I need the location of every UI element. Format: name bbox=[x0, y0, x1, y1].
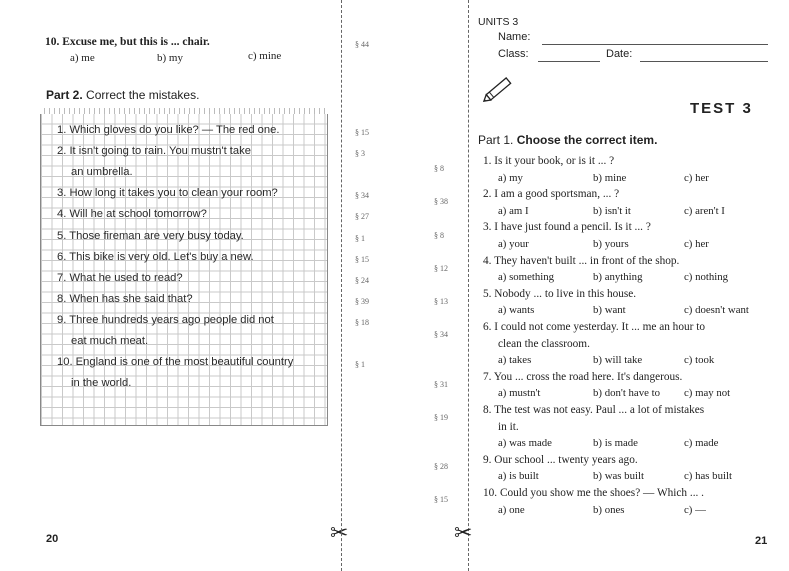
name-label: Name: bbox=[498, 31, 531, 43]
mistake-ref: § 39 bbox=[355, 296, 369, 306]
question-ref: § 8 bbox=[434, 164, 444, 173]
mistake-line: 10. England is one of the most beautiful country bbox=[57, 356, 294, 369]
scissors-icon-right: ✂ bbox=[454, 520, 473, 545]
q10-text: 10. Excuse me, but this is ... chair. bbox=[45, 36, 210, 48]
question-option: b) ones bbox=[593, 503, 625, 516]
part2-title-bold: Part 2. bbox=[46, 88, 83, 102]
question-option: c) — bbox=[684, 503, 706, 516]
pencil-icon bbox=[480, 70, 516, 110]
question-line: 4. They haven't built ... in front of the shop. bbox=[483, 254, 680, 267]
question-ref: § 8 bbox=[434, 231, 444, 240]
question-line: 7. You ... cross the road here. It's dangerous. bbox=[483, 370, 683, 383]
mistake-line: 5. Those fireman are very busy today. bbox=[57, 229, 244, 242]
question-option: a) is built bbox=[498, 470, 539, 483]
question-option: b) mine bbox=[593, 171, 627, 184]
mistake-line: an umbrella. bbox=[71, 166, 133, 179]
question-line: 2. I am a good sportsman, ... ? bbox=[483, 188, 620, 201]
q10-option-b: b) my bbox=[157, 52, 183, 64]
question-ref: § 19 bbox=[434, 413, 448, 422]
question-option: a) mustn't bbox=[498, 387, 541, 400]
question-line: 8. The test was not easy. Paul ... a lot of mistakes bbox=[483, 404, 705, 416]
question-ref: § 31 bbox=[434, 380, 448, 389]
mistake-line: eat much meat. bbox=[71, 335, 149, 347]
question-option: c) her bbox=[684, 238, 709, 250]
question-option: a) one bbox=[498, 503, 525, 516]
question-option: c) nothing bbox=[684, 271, 729, 284]
part2-title-rest: Correct the mistakes. bbox=[86, 88, 200, 102]
question-option: c) her bbox=[684, 171, 709, 184]
mistake-ref: § 1 bbox=[355, 360, 365, 370]
part1-heading bbox=[478, 133, 657, 147]
mistake-line: 7. What he used to read? bbox=[57, 271, 183, 284]
left-page bbox=[0, 0, 394, 571]
mistake-ref: § 3 bbox=[355, 149, 365, 159]
question-line: 3. I have just found a pencil. Is it ... ? bbox=[483, 221, 651, 234]
mistake-line: 1. Which gloves do you like? — The red one. bbox=[57, 124, 280, 136]
class-label: Class: bbox=[498, 48, 529, 60]
question-ref: § 38 bbox=[434, 197, 448, 206]
mistake-line: 9. Three hundreds years ago people did not bbox=[57, 313, 274, 326]
mistake-ref: § 27 bbox=[355, 212, 369, 222]
question-option: b) yours bbox=[593, 238, 629, 250]
question-option: c) aren't I bbox=[684, 204, 725, 217]
mistake-ref: § 15 bbox=[355, 254, 369, 264]
question-option: b) will take bbox=[593, 354, 643, 367]
question-option: a) takes bbox=[498, 354, 532, 367]
test-title: TEST 3 bbox=[690, 100, 753, 117]
question-option: b) is made bbox=[593, 437, 638, 450]
question-ref: § 13 bbox=[434, 297, 448, 306]
part1-title: Choose the correct item. bbox=[516, 133, 658, 147]
mistake-ref: § 34 bbox=[355, 191, 369, 201]
name-field[interactable] bbox=[542, 44, 768, 45]
page-number-right: 21 bbox=[755, 535, 768, 547]
page-number-left: 20 bbox=[46, 533, 59, 545]
q10-option-c: c) mine bbox=[248, 50, 282, 62]
question-line: 6. I could not come yesterday. It ... me an hour to bbox=[483, 321, 706, 333]
part2-title bbox=[46, 88, 199, 102]
question-option: c) may not bbox=[684, 387, 731, 400]
date-label: Date: bbox=[606, 48, 633, 60]
question-line: 10. Could you show me the shoes? — Which ... . bbox=[483, 487, 705, 499]
mistake-ref: § 24 bbox=[355, 275, 369, 285]
mistake-ref: § 18 bbox=[355, 317, 369, 327]
date-field[interactable] bbox=[640, 61, 768, 62]
cut-line-left bbox=[341, 0, 342, 571]
question-ref: § 28 bbox=[434, 462, 448, 471]
question-option: c) has built bbox=[684, 470, 732, 483]
question-line: 5. Nobody ... to live in this house. bbox=[483, 287, 637, 300]
question-option: a) my bbox=[498, 171, 523, 184]
question-option: a) your bbox=[498, 238, 529, 250]
mistake-line: 8. When has she said that? bbox=[57, 292, 193, 305]
question-option: b) want bbox=[593, 304, 626, 317]
mistake-line: 3. How long it takes you to clean your room? bbox=[57, 187, 278, 200]
question-option: c) took bbox=[684, 354, 715, 367]
q10-ref: § 44 bbox=[355, 40, 369, 49]
question-ref: § 34 bbox=[434, 330, 448, 339]
mistake-line: 4. Will he at school tomorrow? bbox=[57, 208, 207, 221]
question-option: a) was made bbox=[498, 437, 552, 450]
class-field[interactable] bbox=[538, 61, 600, 62]
mistake-ref: § 15 bbox=[355, 128, 369, 137]
question-line: in it. bbox=[498, 420, 519, 433]
question-option: b) anything bbox=[593, 271, 643, 284]
question-ref: § 12 bbox=[434, 264, 448, 273]
question-option: b) isn't it bbox=[593, 204, 631, 217]
scissors-icon: ✂ bbox=[330, 520, 349, 545]
question-ref: § 15 bbox=[434, 495, 448, 504]
mistake-line: in the world. bbox=[71, 377, 132, 390]
question-option: c) made bbox=[684, 437, 719, 450]
question-option: a) wants bbox=[498, 304, 535, 317]
unit-label: UNITS 3 bbox=[478, 16, 519, 28]
mistake-line: 6. This bike is very old. Let's buy a new. bbox=[57, 250, 254, 263]
question-option: a) something bbox=[498, 271, 555, 284]
question-option: b) was built bbox=[593, 470, 644, 483]
question-line: 1. Is it your book, or is it ... ? bbox=[483, 155, 615, 167]
question-line: 9. Our school ... twenty years ago. bbox=[483, 453, 638, 466]
mistake-line: 2. It isn't going to rain. You mustn't take bbox=[57, 145, 251, 158]
right-page bbox=[394, 0, 789, 571]
question-option: a) am I bbox=[498, 204, 529, 217]
mistake-ref: § 1 bbox=[355, 233, 365, 243]
q10-option-a: a) me bbox=[70, 52, 95, 64]
question-option: c) doesn't want bbox=[684, 304, 749, 317]
question-option: b) don't have to bbox=[593, 387, 661, 400]
part1-label: Part 1. bbox=[478, 133, 514, 147]
question-line: clean the classroom. bbox=[498, 337, 590, 350]
